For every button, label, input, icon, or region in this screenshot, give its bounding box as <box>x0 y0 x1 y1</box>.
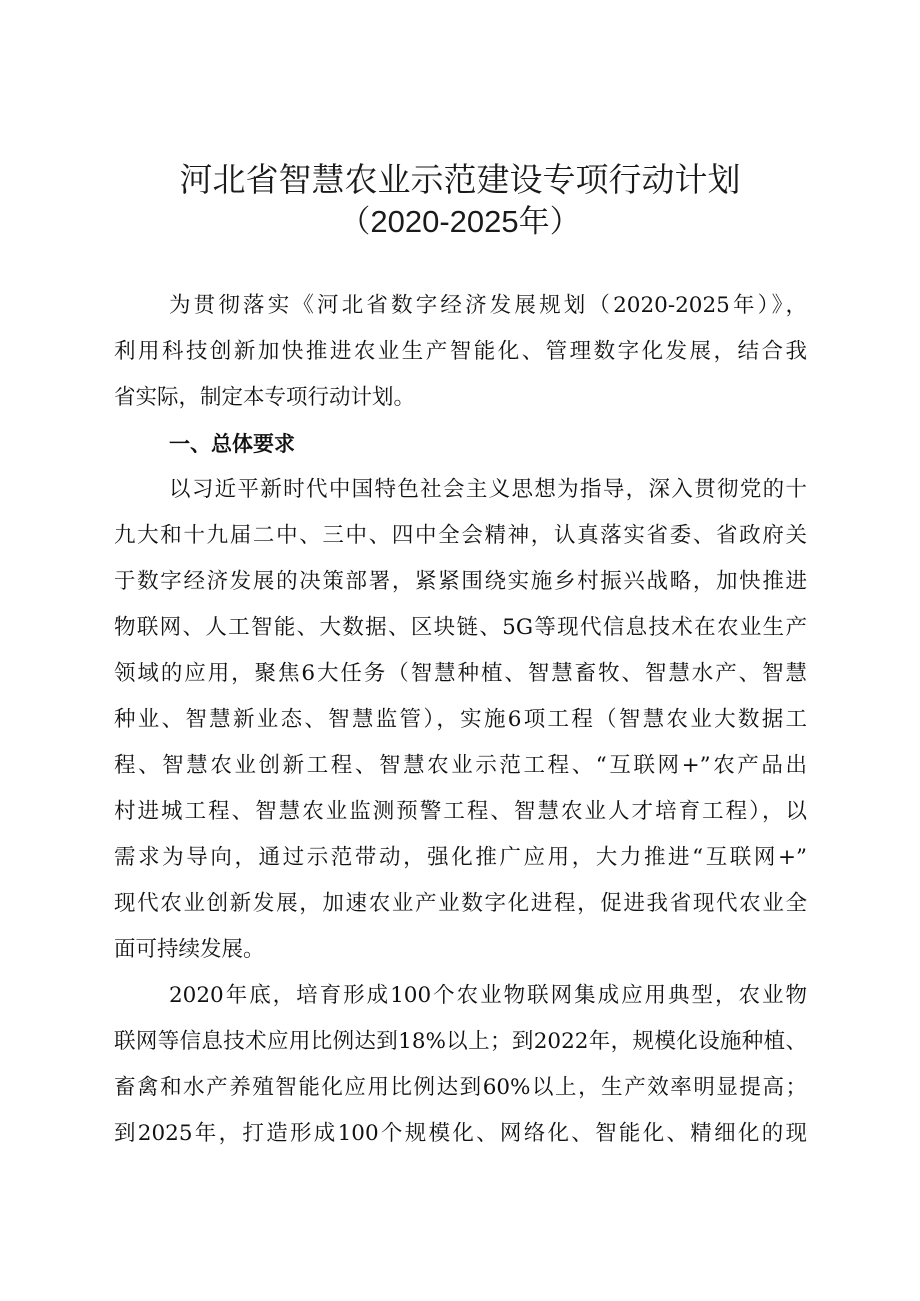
document-title: 河北省智慧农业示范建设专项行动计划 <box>179 160 741 199</box>
targets-paragraph <box>114 973 807 1157</box>
paragraph-line: 村进城工程、智慧农业监测预警工程、智慧农业人才培育工程），以 <box>114 799 807 824</box>
paragraph-line: 畜禽和水产养殖智能化应用比例达到60%以上，生产效率明显提高； <box>114 1075 807 1100</box>
paragraph-line: 联网等信息技术应用比例达到18%以上；到2022年，规模化设施种植、 <box>114 1029 807 1054</box>
general-requirements-paragraph <box>114 467 807 973</box>
intro-paragraph <box>114 283 807 421</box>
paragraph-line: 程、智慧农业创新工程、智慧农业示范工程、“互联网+”农产品出 <box>114 753 807 778</box>
paragraph-line: 物联网、人工智能、大数据、区块链、5G等现代信息技术在农业生产 <box>114 615 807 640</box>
paragraph-line: 种业、智慧新业态、智慧监管），实施6项工程（智慧农业大数据工 <box>114 707 807 732</box>
paragraph-line: 九大和十九届二中、三中、四中全会精神，认真落实省委、省政府关 <box>114 523 807 548</box>
paragraph-line: 现代农业创新发展，加速农业产业数字化进程，促进我省现代农业全 <box>114 891 807 916</box>
paragraph-line: 于数字经济发展的决策部署，紧紧围绕实施乡村振兴战略，加快推进 <box>114 569 807 594</box>
paragraph-line: 面可持续发展。 <box>114 937 265 962</box>
paragraph-line: 以习近平新时代中国特色社会主义思想为指导，深入贯彻党的十 <box>169 477 807 502</box>
document-body <box>114 283 807 1157</box>
paragraph-line: 到2025年，打造形成100个规模化、网络化、智能化、精细化的现 <box>114 1121 807 1146</box>
paragraph-line: 需求为导向，通过示范带动，强化推广应用，大力推进“互联网+” <box>114 845 807 870</box>
intro-line: 利用科技创新加快推进农业生产智能化、管理数字化发展，结合我 <box>114 339 807 364</box>
document-subtitle-years: （2020-2025年） <box>339 204 581 239</box>
paragraph-line: 领域的应用，聚焦6大任务（智慧种植、智慧畜牧、智慧水产、智慧 <box>114 661 807 686</box>
section-heading: 一、总体要求 <box>169 432 295 456</box>
paragraph-line: 2020年底，培育形成100个农业物联网集成应用典型，农业物 <box>169 983 807 1008</box>
intro-line: 省实际，制定本专项行动计划。 <box>114 385 416 410</box>
intro-line: 为贯彻落实《河北省数字经济发展规划（2020-2025年）》， <box>169 293 807 318</box>
